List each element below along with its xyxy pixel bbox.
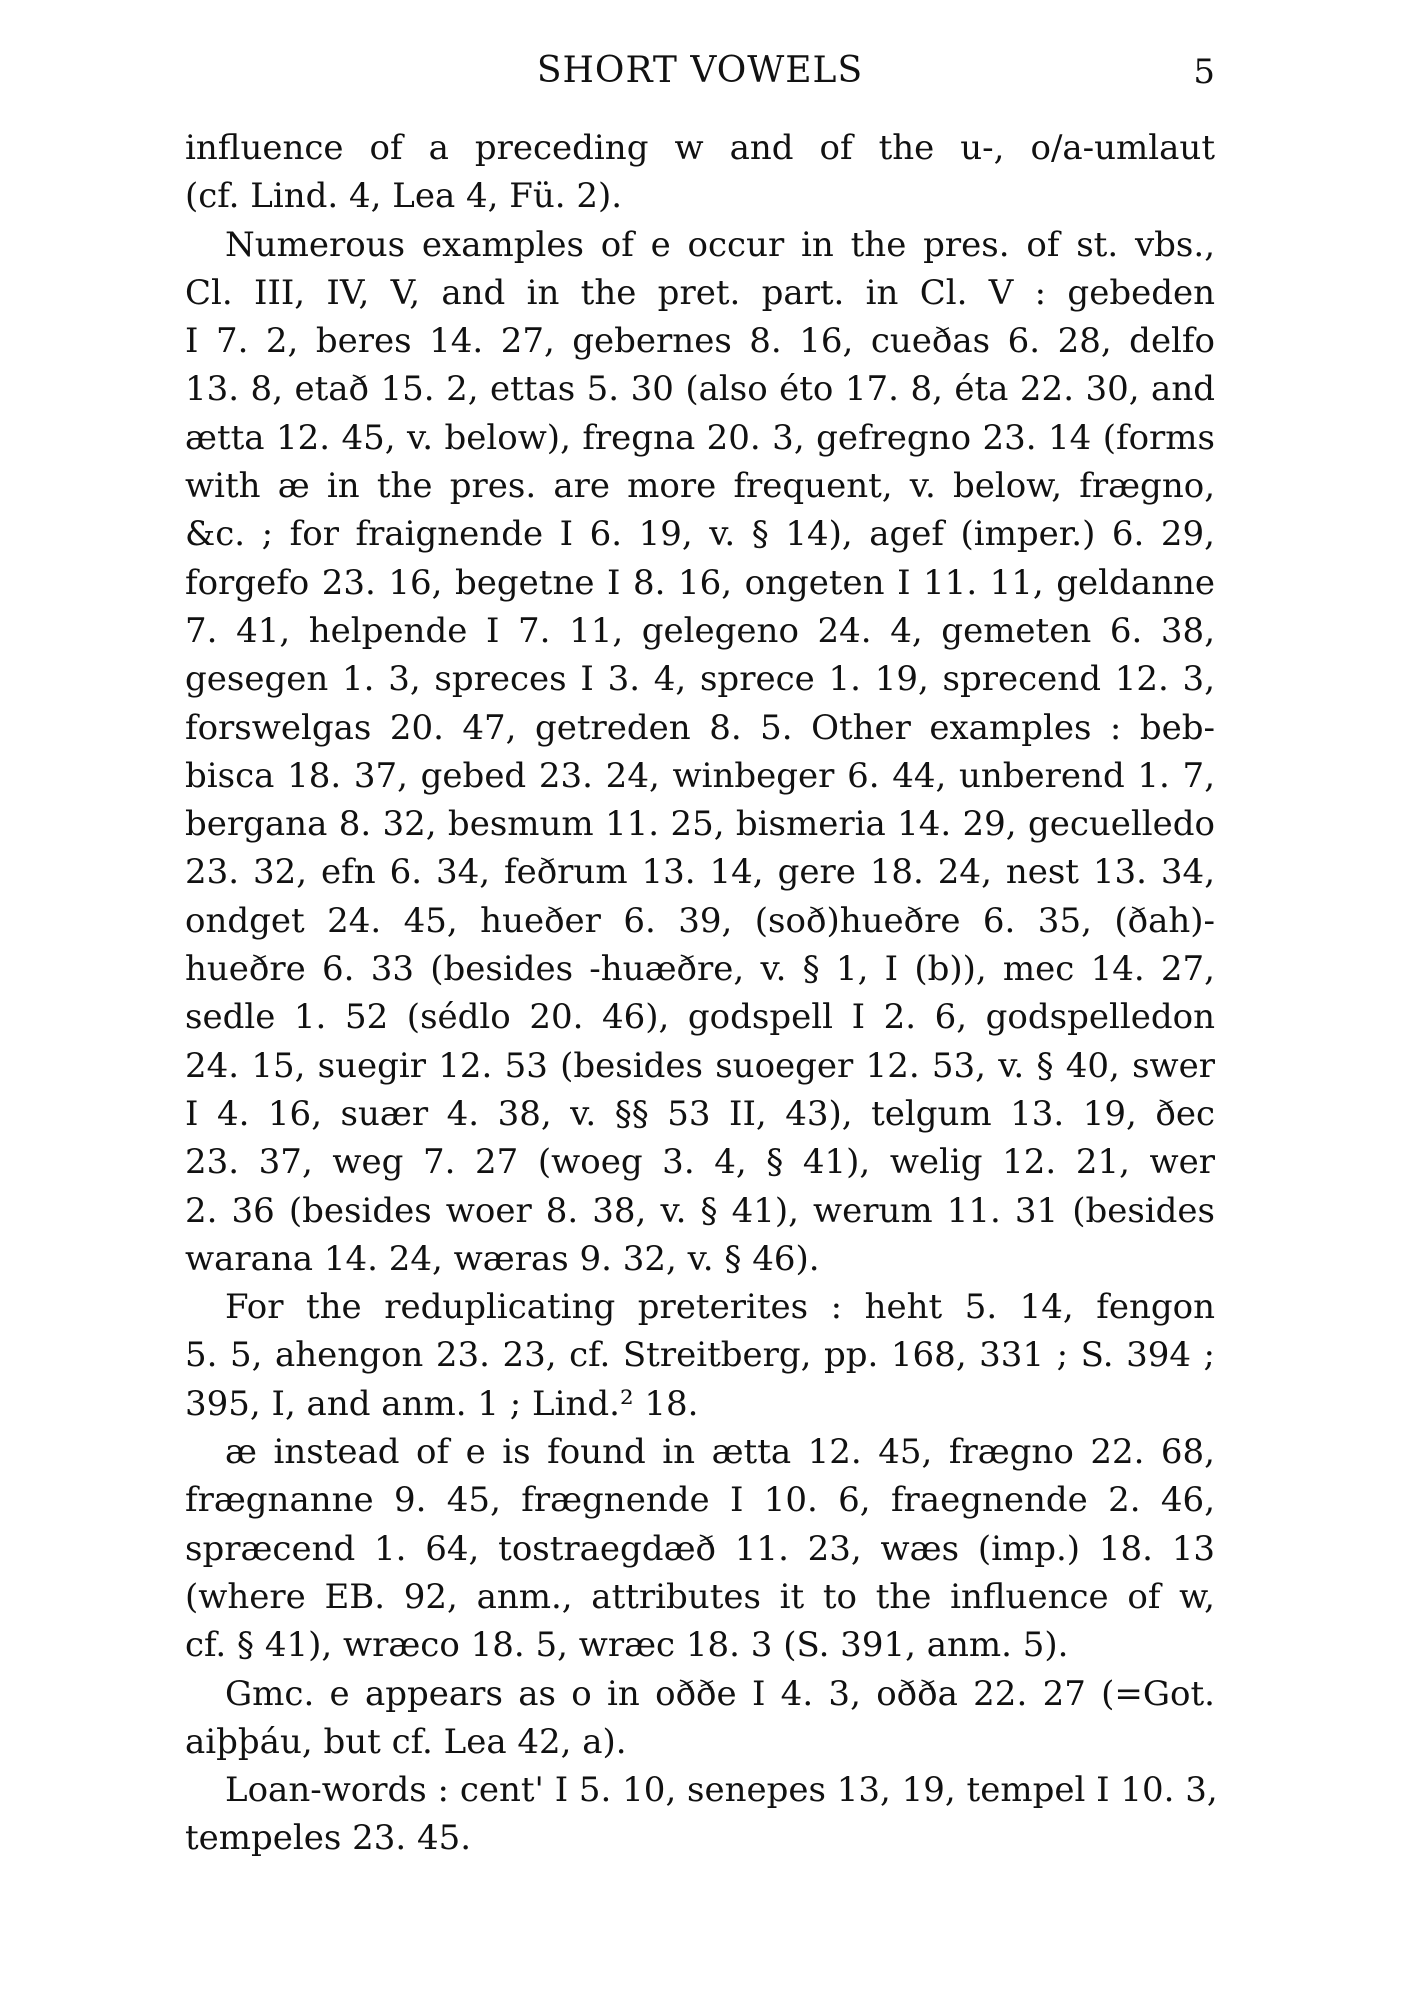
text-line: 24. 15, suegir 12. 53 (besides suoeger 12. 53, v. § 40, swer [185, 1045, 1215, 1086]
text-line: ætta 12. 45, v. below), fregna 20. 3, gefregno 23. 14 (forms [185, 417, 1215, 458]
text-line: (cf. Lind. 4, Lea 4, Fü. 2). [185, 176, 623, 217]
text-line: Loan-words : cent' I 5. 10, senepes 13, 19, tempel I 10. 3, [225, 1770, 1218, 1811]
text-line: &c. ; for fraignende I 6. 19, v. § 14), agef (imper.) 6. 29, [185, 514, 1215, 555]
running-title: SHORT VOWELS [536, 50, 864, 91]
text-line: Numerous examples of e occur in the pres. of st. vbs., [225, 224, 1215, 265]
text-line: 13. 8, etað 15. 2, ettas 5. 30 (also éto 17. 8, éta 22. 30, and [185, 369, 1215, 410]
text-line: bergana 8. 32, besmum 11. 25, bismeria 14. 29, gecuelledo [185, 804, 1215, 845]
text-line: with æ in the pres. are more frequent, v. below, frægno, [185, 466, 1215, 507]
text-line: warana 14. 24, wæras 9. 32, v. § 46). [185, 1238, 820, 1279]
text-line: influence of a preceding w and of the u-, o/a-umlaut [185, 128, 1215, 168]
text-line: 395, I, and anm. 1 ; Lind.² 18. [185, 1383, 699, 1424]
text-line: 23. 37, weg 7. 27 (woeg 3. 4, § 41), welig 12. 21, wer [185, 1142, 1215, 1183]
text-line: tempeles 23. 45. [185, 1818, 472, 1859]
text-line: hueðre 6. 33 (besides -huæðre, v. § 1, I (b)), mec 14. 27, [185, 949, 1215, 990]
text-line: cf. § 41), wræco 18. 5, wræc 18. 3 (S. 391, anm. 5). [185, 1625, 1069, 1666]
text-line: aiþþáu, but cf. Lea 42, a). [185, 1721, 627, 1762]
text-line: frægnanne 9. 45, frægnende I 10. 6, fraegnende 2. 46, [185, 1480, 1215, 1521]
text-line: Gmc. e appears as o in oððe I 4. 3, oððа 22. 27 (=Got. [225, 1673, 1215, 1714]
text-line: (where EB. 92, anm., attributes it to the influence of w, [185, 1576, 1215, 1617]
text-line: 5. 5, ahengon 23. 23, cf. Streitberg, pp. 168, 331 ; S. 394 ; [185, 1335, 1215, 1376]
text-line: ondget 24. 45, hueðer 6. 39, (soð)hueðre 6. 35, (ðah)- [185, 900, 1215, 941]
text-line: spræcend 1. 64, tostraegdæð 11. 23, wæs (imp.) 18. 13 [185, 1528, 1215, 1569]
text-line: gesegen 1. 3, spreces I 3. 4, sprece 1. 19, sprecend 12. 3, [185, 659, 1215, 700]
text-line: sedle 1. 52 (sédlo 20. 46), godspell I 2. 6, godspelledon [185, 997, 1215, 1038]
text-line: I 7. 2, beres 14. 27, gebernes 8. 16, cueðas 6. 28, delfo [185, 321, 1215, 362]
text-line: Cl. III, IV, V, and in the pret. part. in Cl. V : gebeden [185, 272, 1215, 313]
text-line: 23. 32, efn 6. 34, feðrum 13. 14, gere 18. 24, nest 13. 34, [185, 852, 1215, 893]
page-number: 5 [1193, 52, 1215, 92]
text-line: I 4. 16, suær 4. 38, v. §§ 53 II, 43), telgum 13. 19, ðec [185, 1093, 1215, 1134]
text-line: 7. 41, helpende I 7. 11, gelegeno 24. 4, gemeten 6. 38, [185, 610, 1215, 651]
text-line: forgefo 23. 16, begetne I 8. 16, ongeten I 11. 11, geldanne [185, 562, 1215, 603]
text-line: forswelgas 20. 47, getreden 8. 5. Other examples : beb- [185, 707, 1215, 748]
page-header [185, 48, 1215, 98]
text-line: For the reduplicating preterites : heht 5. 14, fengon [225, 1287, 1215, 1328]
body-text [185, 124, 1218, 1863]
text-line: æ instead of e is found in ætta 12. 45, frægno 22. 68, [225, 1432, 1215, 1473]
text-line: 2. 36 (besides woer 8. 38, v. § 41), werum 11. 31 (besides [185, 1190, 1215, 1231]
text-line: bisca 18. 37, gebed 23. 24, winbeger 6. 44, unberend 1. 7, [185, 755, 1215, 796]
